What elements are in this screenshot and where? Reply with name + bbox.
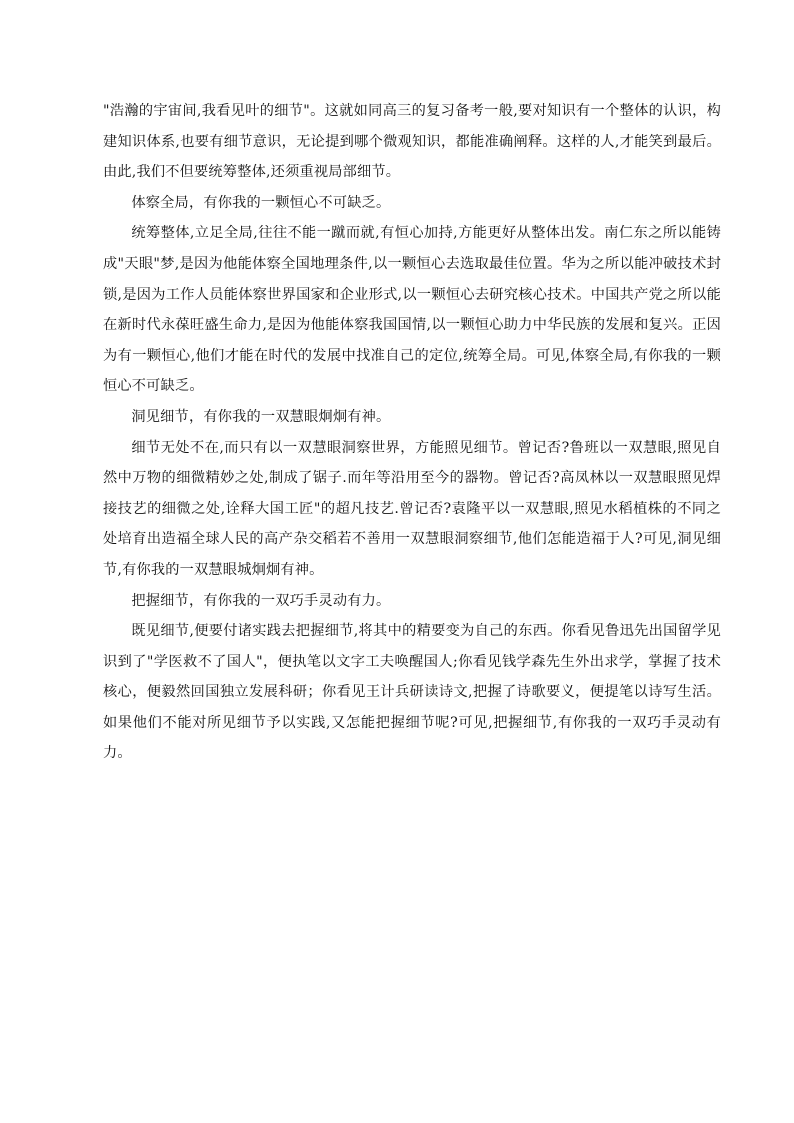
subheading-overall: 体察全局，有你我的一颗恒心不可缺乏。	[131, 194, 391, 211]
paragraph-grasp-details: 既见细节,便要付诸实践去把握细节,将其中的精要变为自己的东西。你看见鲁迅先出国留学见识到了"学医救不了国人"，便执笔以文字工夫唤醒国人;你看见钱学森先生外出求学，掌握了技术核心，便毅然回国独立发展科研；你看见王计兵研读诗文,把握了诗歌要义，便提笔以诗写生活。如果他们不能对所见细节予以实践,又怎能把握细节呢?可见,把握细节,有你我的一双巧手灵动有力。	[103, 623, 721, 762]
paragraph-overall: 统筹整体,立足全局,往往不能一蹴而就,有恒心加持,方能更好从整体出发。南仁东之所以能铸成"天眼"梦,是因为他能体察全国地理条件,以一颗恒心去选取最佳位置。华为之所以能冲破技术封锁,是因为工作人员能体察世界国家和企业形式,以一颗恒心去研究核心技术。中国共产党之所以能在新时代永葆旺盛生命力,是因为他能体察我国国情,以一颗恒心助力中华民族的发展和复兴。正因为有一颗恒心,他们才能在时代的发展中找准自己的定位,统筹全局。可见,体察全局,有你我的一颗恒心不可缺乏。	[103, 225, 721, 395]
subheading-observe-details: 洞见细节，有你我的一双慧眼炯炯有神。	[131, 408, 391, 425]
paragraph-intro: "浩瀚的宇宙间,我看见叶的细节"。这就如同高三的复习备考一般,要对知识有一个整体的认识，构建知识体系,也要有细节意识，无论提到哪个微观知识，都能准确阐释。这样的人,才能笑到最后。由此,我们不但要统筹整体,还须重视局部细节。	[103, 103, 721, 181]
subheading-grasp-details: 把握细节，有你我的一双巧手灵动有力。	[131, 592, 391, 609]
document-page	[103, 96, 721, 769]
paragraph-observe-details: 细节无处不在,而只有以一双慧眼洞察世界，方能照见细节。曾记否?鲁班以一双慧眼,照见自然中万物的细微精妙之处,制成了锯子.而年等沿用至今的器物。曾记否?高凤林以一双慧眼照见焊接技艺的细微之处,诠释大国工匠"的超凡技艺.曾记否?袁隆平以一双慧眼,照见水稻植株的不同之处培育出造福全球人民的高产杂交稻若不善用一双慧眼洞察细节,他们怎能造福于人?可见,洞见细节,有你我的一双慧眼城炯炯有神。	[103, 439, 721, 578]
